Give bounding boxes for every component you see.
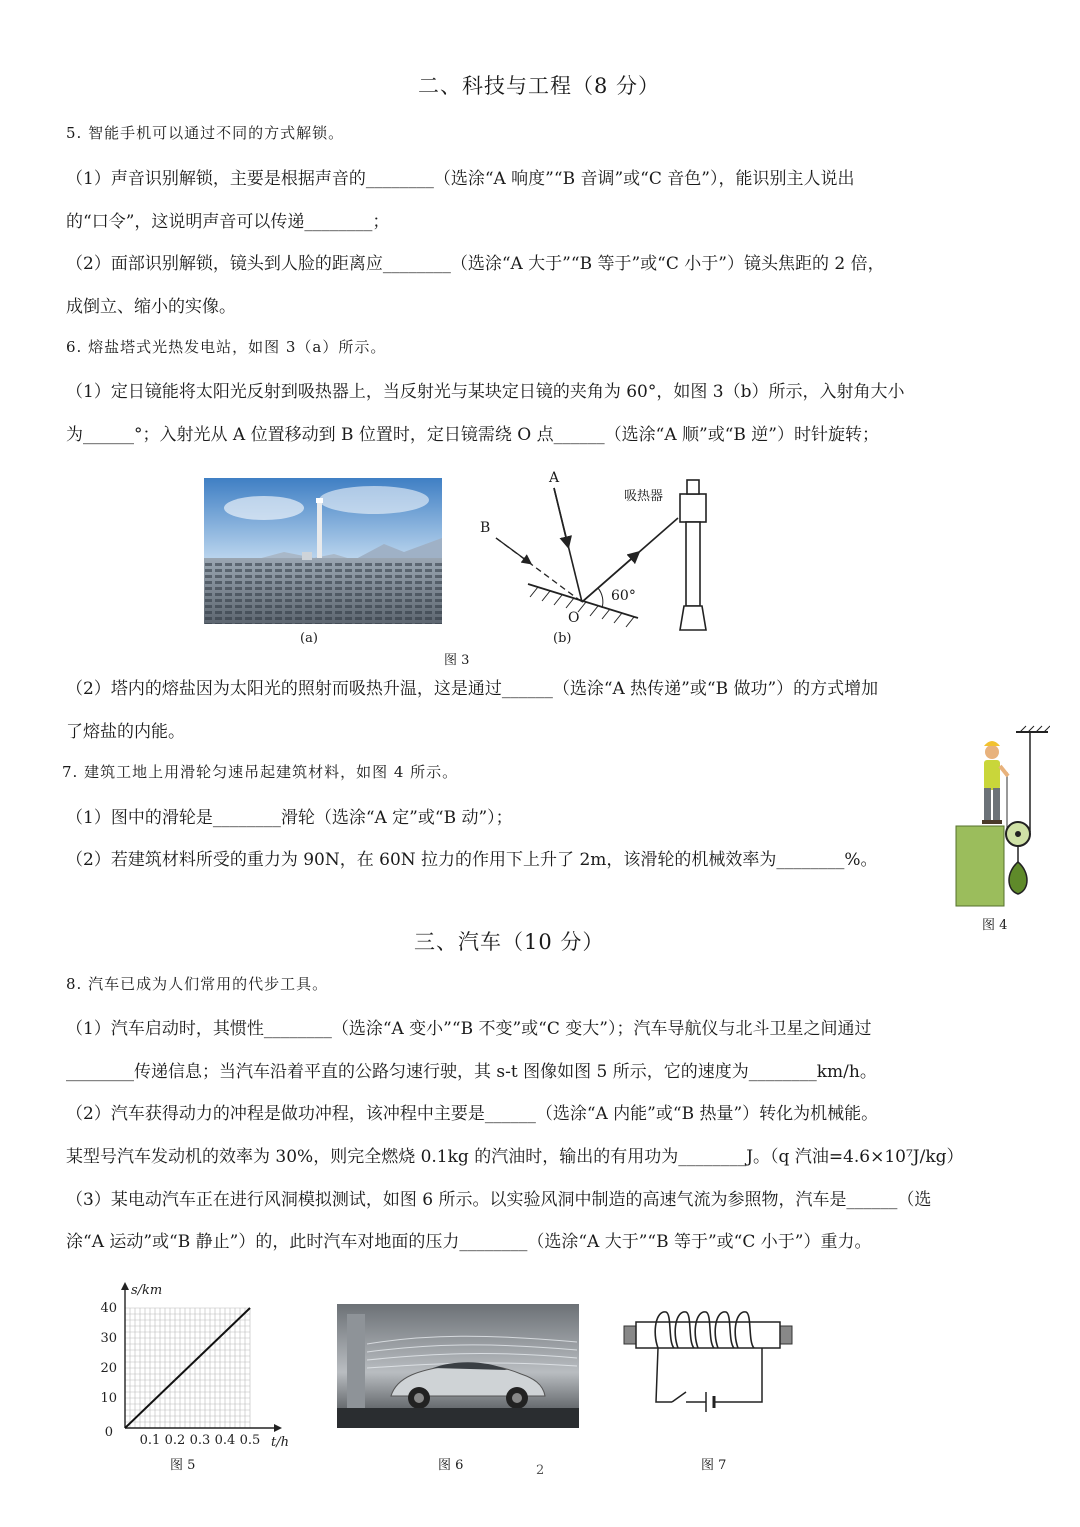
question-8-stem: 8. 汽车已成为人们常用的代步工具。 bbox=[66, 975, 329, 993]
question-5-part1-line2: 的“口令”，这说明声音可以传递________； bbox=[66, 212, 390, 232]
figure-7-caption: 图 7 bbox=[701, 1458, 727, 1473]
question-6-part2-line1: （2）塔内的熔盐因为太阳光的照射而吸热升温，这是通过______（选涂“A 热传递”或“B 做功”）的方式增加 bbox=[66, 679, 879, 699]
question-8-part2-line1: （2）汽车获得动力的冲程是做功冲程，该冲程中主要是______（选涂“A 内能”或“B 热量”）转化为机械能。 bbox=[66, 1104, 879, 1124]
figure-3b-reflection-diagram bbox=[468, 466, 718, 656]
question-8-part3-line2: 涂“A 运动”或“B 静止”）的，此时汽车对地面的压力________（选涂“A 大于”“B 等于”或“C 小于”）重力。 bbox=[66, 1232, 872, 1252]
figure-3a-label: (a) bbox=[300, 631, 318, 646]
question-5-part2-line1: （2）面部识别解锁，镜头到人脸的距离应________（选涂“A 大于”“B 等于”或“C 小于”）镜头焦距的 2 倍， bbox=[66, 254, 885, 274]
section-3-title: 三、汽车（10 分） bbox=[414, 930, 605, 954]
x-tick-label: 0.4 bbox=[214, 1433, 236, 1448]
y-tick-label: 40 bbox=[100, 1301, 117, 1316]
x-axis-arrow bbox=[274, 1424, 282, 1432]
y-tick-label: 10 bbox=[100, 1391, 117, 1406]
y-tick-label: 30 bbox=[100, 1331, 117, 1346]
figure-7-solenoid-circuit bbox=[622, 1302, 794, 1428]
y-tick-label: 20 bbox=[100, 1361, 117, 1376]
question-6-part1-line2: 为______°；入射光从 A 位置移动到 B 位置时，定日镜需绕 O 点______（选涂“A 顺”或“B 逆”）时针旋转； bbox=[66, 425, 879, 445]
absorber-label: 吸热器 bbox=[624, 489, 664, 504]
figure-3b-label: (b) bbox=[553, 631, 572, 646]
angle-60-label: 60° bbox=[611, 588, 636, 604]
x-tick-label: 0.3 bbox=[189, 1433, 211, 1448]
question-8-part1-line2: ________传递信息；当汽车沿着平直的公路匀速行驶，其 s-t 图像如图 5 所示，它的速度为________km/h。 bbox=[66, 1062, 877, 1082]
question-7-stem: 7. 建筑工地上用滑轮匀速吊起建筑材料，如图 4 所示。 bbox=[62, 763, 459, 781]
figure-3a-solar-plant-photo bbox=[204, 478, 442, 624]
question-8-part1-line1: （1）汽车启动时，其惯性________（选涂“A 变小”“B 不变”或“C 变大”）；汽车导航仪与北斗卫星之间通过 bbox=[66, 1019, 872, 1039]
ray-a-label: A bbox=[549, 470, 560, 486]
x-tick-label: 0.1 bbox=[139, 1433, 161, 1448]
section-2-title: 二、科技与工程（8 分） bbox=[418, 74, 661, 98]
question-5-part2-line2: 成倒立、缩小的实像。 bbox=[66, 297, 236, 317]
figure-3-caption: 图 3 bbox=[444, 653, 470, 668]
figure-6-caption: 图 6 bbox=[438, 1458, 464, 1473]
question-5-stem: 5. 智能手机可以通过不同的方式解锁。 bbox=[66, 124, 345, 142]
x-tick-label: 0.5 bbox=[239, 1433, 261, 1448]
x-axis-label: t/h bbox=[271, 1435, 289, 1450]
question-7-part1: （1）图中的滑轮是________滑轮（选涂“A 定”或“B 动”）； bbox=[66, 808, 513, 828]
figure-4-pulley-illustration bbox=[950, 722, 1050, 910]
ray-b-label: B bbox=[480, 520, 491, 536]
y-axis-label: s/km bbox=[131, 1283, 163, 1298]
question-6-stem: 6. 熔盐塔式光热发电站，如图 3（a）所示。 bbox=[66, 338, 387, 356]
figure-5-st-chart bbox=[80, 1276, 310, 1452]
y-axis-arrow bbox=[121, 1282, 129, 1290]
point-o-label: O bbox=[568, 610, 580, 626]
question-8-part2-line2: 某型号汽车发动机的效率为 30%，则完全燃烧 0.1kg 的汽油时，输出的有用功为________J。（q 汽油=4.6×10⁷J/kg） bbox=[66, 1147, 964, 1167]
figure-4-caption: 图 4 bbox=[982, 918, 1008, 933]
question-6-part2-line2: 了熔盐的内能。 bbox=[66, 722, 185, 742]
question-7-part2: （2）若建筑材料所受的重力为 90N，在 60N 拉力的作用下上升了 2m，该滑轮的机械效率为________%。 bbox=[66, 850, 878, 870]
figure-6-wind-tunnel-photo bbox=[337, 1304, 579, 1428]
question-8-part3-line1: （3）某电动汽车正在进行风洞模拟测试，如图 6 所示。以实验风洞中制造的高速气流为参照物，汽车是______（选 bbox=[66, 1190, 932, 1210]
x-tick-label: 0.2 bbox=[164, 1433, 186, 1448]
question-6-part1-line1: （1）定日镜能将太阳光反射到吸热器上，当反射光与某块定日镜的夹角为 60°，如图 3（b）所示，入射角大小 bbox=[66, 382, 905, 402]
origin-label: 0 bbox=[104, 1425, 113, 1440]
page-number: 2 bbox=[536, 1463, 545, 1478]
figure-5-caption: 图 5 bbox=[170, 1458, 196, 1473]
question-5-part1-line1: （1）声音识别解锁，主要是根据声音的________（选涂“A 响度”“B 音调”或“C 音色”），能识别主人说出 bbox=[66, 169, 855, 189]
